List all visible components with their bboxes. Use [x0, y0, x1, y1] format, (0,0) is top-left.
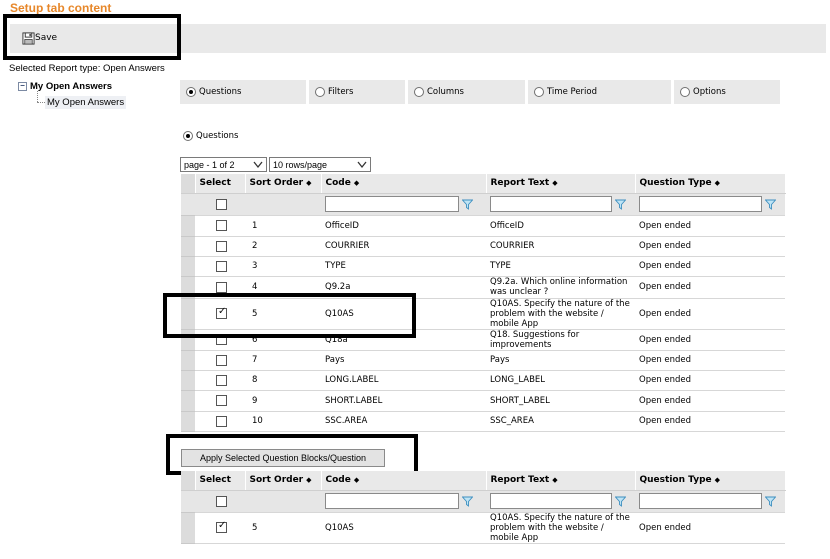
chevron-down-icon: [357, 160, 367, 169]
column-header[interactable]: Select: [195, 174, 245, 193]
report-text-cell: OfficeID: [486, 215, 635, 236]
column-header[interactable]: Question Type ◆: [635, 174, 785, 193]
question-type-cell: Open ended: [635, 350, 785, 370]
sort-order-cell: 1: [245, 215, 321, 236]
row-checkbox[interactable]: [216, 308, 227, 319]
code-cell: Pays: [321, 350, 486, 370]
filter-row: [181, 490, 785, 512]
filter-icon[interactable]: [765, 496, 776, 507]
radio-icon[interactable]: [315, 87, 325, 97]
row-checkbox[interactable]: [216, 375, 227, 386]
save-label: Save: [35, 33, 58, 43]
page-select[interactable]: [180, 157, 267, 172]
table-row[interactable]: [181, 298, 785, 329]
select-cell: [195, 276, 245, 298]
code-cell: COURRIER: [321, 236, 486, 256]
row-gutter: [181, 490, 195, 512]
save-button[interactable]: [22, 30, 57, 46]
code-cell: Q10AS: [321, 512, 486, 543]
radio-icon[interactable]: [183, 131, 193, 141]
text-filter-input[interactable]: [490, 196, 612, 212]
column-header[interactable]: Select: [195, 471, 245, 490]
row-checkbox[interactable]: [216, 241, 227, 252]
row-checkbox[interactable]: [216, 261, 227, 272]
sort-order-cell: 10: [245, 411, 321, 431]
report-text-cell: Q10AS. Specify the nature of the problem with the website / mobile App: [486, 298, 635, 329]
question-type-cell: Open ended: [635, 390, 785, 411]
row-checkbox[interactable]: [216, 334, 227, 345]
table-row[interactable]: [181, 329, 785, 350]
question-type-cell: Open ended: [635, 370, 785, 390]
row-gutter: [181, 276, 195, 298]
tab-label: Time Period: [547, 87, 598, 97]
report-type-label: Selected Report type: Open Answers: [9, 63, 165, 74]
tree-item[interactable]: My Open Answers: [47, 97, 125, 108]
select-cell: [195, 370, 245, 390]
report-text-cell: Q18. Suggestions for improvements: [486, 329, 635, 350]
table-row[interactable]: [181, 370, 785, 390]
filter-icon[interactable]: [462, 199, 473, 210]
report-text-cell: SSC_AREA: [486, 411, 635, 431]
row-gutter: [181, 512, 195, 543]
page-title: Setup tab content: [10, 1, 112, 15]
apply-selected-button[interactable]: Apply Selected Question Blocks/Question: [181, 449, 385, 467]
text-filter-input[interactable]: [490, 493, 612, 509]
table-row[interactable]: [181, 411, 785, 431]
sort-icon[interactable]: ◆: [714, 179, 721, 188]
select-cell: [195, 512, 245, 543]
select-cell: [195, 329, 245, 350]
row-gutter: [181, 256, 195, 276]
column-header[interactable]: Code ◆: [321, 174, 486, 193]
radio-icon[interactable]: [680, 87, 690, 97]
question-type-cell: Open ended: [635, 256, 785, 276]
tab-filters[interactable]: [309, 80, 405, 104]
row-checkbox[interactable]: [216, 220, 227, 231]
select-cell: [195, 256, 245, 276]
tab-options[interactable]: [674, 80, 780, 104]
row-gutter: [181, 350, 195, 370]
rows-per-page-select[interactable]: [269, 157, 371, 172]
column-header[interactable]: Code ◆: [321, 471, 486, 490]
row-checkbox[interactable]: [216, 395, 227, 406]
question-type-cell: Open ended: [635, 236, 785, 256]
table-row[interactable]: [181, 256, 785, 276]
selected-questions-table: [181, 471, 786, 544]
questions-table: [181, 174, 786, 432]
question-type-cell: Open ended: [635, 298, 785, 329]
sort-order-cell: 3: [245, 256, 321, 276]
select-cell: [195, 390, 245, 411]
select-cell: [195, 236, 245, 256]
column-header[interactable]: Report Text ◆: [486, 471, 635, 490]
report-text-cell: Q10AS. Specify the nature of the problem with the website / mobile App: [486, 512, 635, 543]
column-header[interactable]: Sort Order ◆: [245, 174, 321, 193]
code-filter-input[interactable]: [325, 196, 459, 212]
select-all-checkbox[interactable]: [216, 199, 227, 210]
sort-icon[interactable]: ◆: [306, 179, 312, 188]
chevron-down-icon: [253, 160, 263, 169]
table-row[interactable]: [181, 236, 785, 256]
report-text-cell: Q9.2a. Which online information was unclear ?: [486, 276, 635, 298]
filter-icon[interactable]: [765, 199, 776, 210]
row-gutter: [181, 236, 195, 256]
radio-icon[interactable]: [414, 87, 424, 97]
row-checkbox[interactable]: [216, 416, 227, 427]
tree-root-label: My Open Answers: [30, 81, 113, 92]
sort-icon[interactable]: ◆: [353, 476, 360, 485]
tree-root[interactable]: [18, 81, 112, 92]
questions-radio[interactable]: [183, 131, 238, 141]
question-type-cell: Open ended: [635, 512, 785, 543]
type-filter-input[interactable]: [639, 196, 762, 212]
tab-questions[interactable]: [180, 80, 306, 104]
column-header[interactable]: Sort Order ◆: [245, 471, 321, 490]
code-cell: Q9.2a: [321, 276, 486, 298]
floppy-disk-icon: [22, 32, 35, 45]
code-cell: SHORT.LABEL: [321, 390, 486, 411]
code-cell: Q18a: [321, 329, 486, 350]
tab-label: Questions: [199, 87, 242, 97]
table-row[interactable]: [181, 512, 785, 543]
sort-order-cell: 4: [245, 276, 321, 298]
tab-label: Columns: [427, 87, 464, 97]
sort-order-cell: 2: [245, 236, 321, 256]
row-gutter: [181, 411, 195, 431]
filter-icon[interactable]: [615, 496, 626, 507]
code-filter-input[interactable]: [325, 493, 459, 509]
sort-order-cell: 5: [245, 512, 321, 543]
rows-select-value: 10 rows/page: [273, 159, 328, 170]
filter-row: [181, 193, 785, 215]
tree-connector: [37, 102, 45, 103]
code-cell: SSC.AREA: [321, 411, 486, 431]
column-header[interactable]: Question Type ◆: [635, 471, 785, 490]
radio-label: Questions: [196, 131, 239, 141]
filter-icon[interactable]: [462, 496, 473, 507]
tab-time-period[interactable]: [528, 80, 671, 104]
code-cell: LONG.LABEL: [321, 370, 486, 390]
row-gutter: [181, 215, 195, 236]
radio-icon[interactable]: [186, 87, 196, 97]
row-checkbox[interactable]: [216, 355, 227, 366]
report-text-cell: TYPE: [486, 256, 635, 276]
code-cell: Q10AS: [321, 298, 486, 329]
table-row[interactable]: [181, 276, 785, 298]
report-text-cell: Pays: [486, 350, 635, 370]
tab-label: Filters: [328, 87, 354, 97]
sort-icon[interactable]: ◆: [353, 179, 360, 188]
question-type-cell: Open ended: [635, 329, 785, 350]
radio-icon[interactable]: [534, 87, 544, 97]
table-row[interactable]: [181, 215, 785, 236]
row-checkbox[interactable]: [216, 522, 227, 533]
row-gutter: [181, 390, 195, 411]
row-checkbox[interactable]: [216, 282, 227, 293]
table-row[interactable]: [181, 350, 785, 370]
select-cell: [195, 298, 245, 329]
sort-order-cell: 7: [245, 350, 321, 370]
row-gutter: [181, 298, 195, 329]
code-cell: TYPE: [321, 256, 486, 276]
column-header[interactable]: Report Text ◆: [486, 174, 635, 193]
gutter-header: [181, 471, 195, 490]
type-filter-input[interactable]: [639, 493, 762, 509]
sort-icon[interactable]: ◆: [552, 179, 558, 188]
sort-order-cell: 9: [245, 390, 321, 411]
tab-columns[interactable]: [408, 80, 525, 104]
question-type-cell: Open ended: [635, 276, 785, 298]
sort-icon[interactable]: ◆: [306, 476, 312, 485]
row-gutter: [181, 193, 195, 215]
question-type-cell: Open ended: [635, 411, 785, 431]
row-gutter: [181, 329, 195, 350]
sort-order-cell: 5: [245, 298, 321, 329]
report-text-cell: SHORT_LABEL: [486, 390, 635, 411]
sort-icon[interactable]: ◆: [552, 476, 558, 485]
row-gutter: [181, 370, 195, 390]
sort-order-cell: 6: [245, 329, 321, 350]
sort-icon[interactable]: ◆: [714, 476, 721, 485]
tree-connector: [37, 91, 38, 102]
report-text-cell: LONG_LABEL: [486, 370, 635, 390]
toolbar: [10, 24, 826, 53]
page-select-value: page - 1 of 2: [184, 159, 235, 170]
select-cell: [195, 350, 245, 370]
table-row[interactable]: [181, 390, 785, 411]
filter-icon[interactable]: [615, 199, 626, 210]
gutter-header: [181, 174, 195, 193]
report-text-cell: COURRIER: [486, 236, 635, 256]
select-cell: [195, 411, 245, 431]
collapse-icon[interactable]: −: [18, 82, 27, 91]
tab-bar: [180, 80, 780, 104]
code-cell: OfficeID: [321, 215, 486, 236]
select-cell: [195, 215, 245, 236]
sort-order-cell: 8: [245, 370, 321, 390]
select-all-checkbox[interactable]: [216, 496, 227, 507]
tab-label: Options: [693, 87, 726, 97]
question-type-cell: Open ended: [635, 215, 785, 236]
